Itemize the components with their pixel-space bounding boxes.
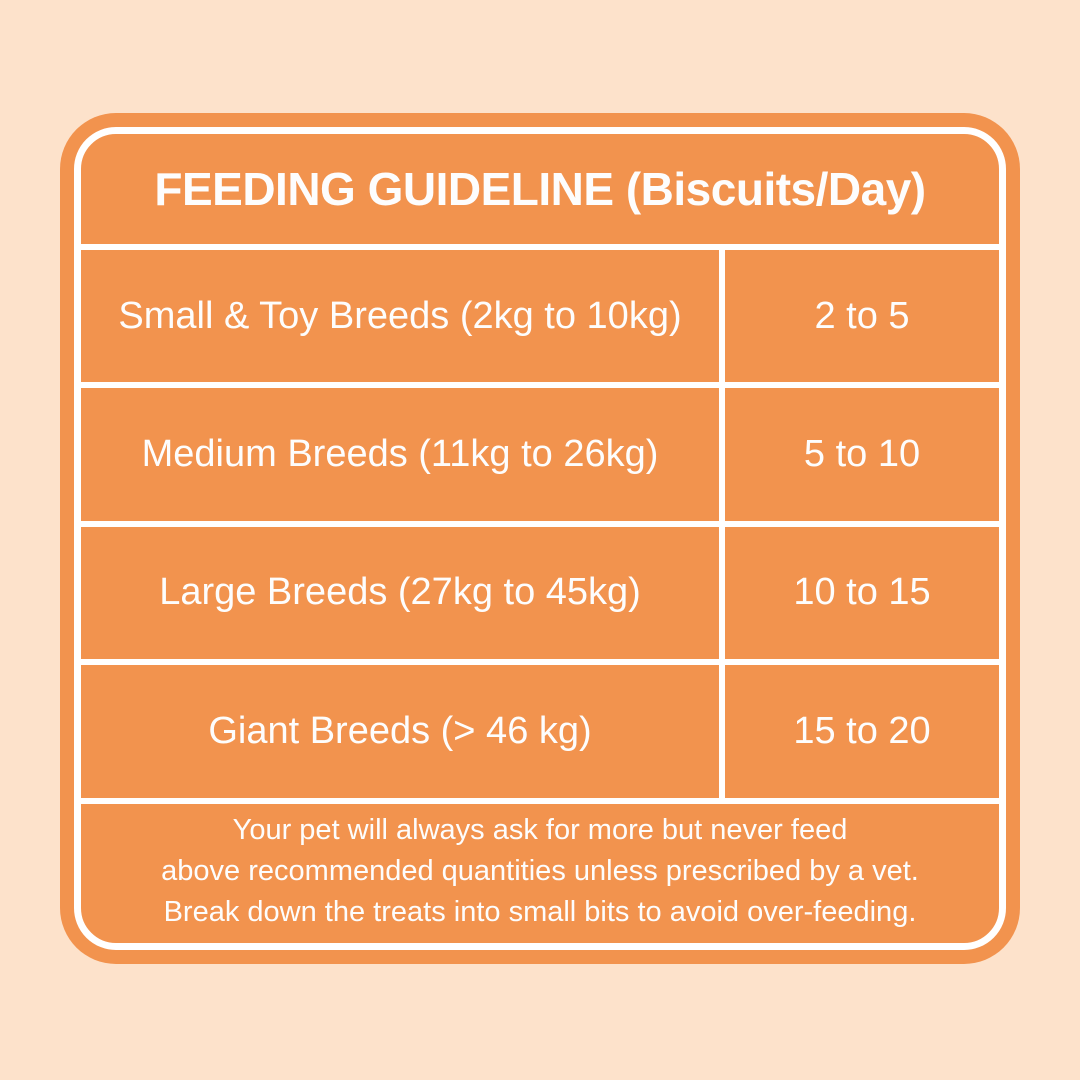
table-row xyxy=(81,665,999,803)
note-line: Break down the treats into small bits to avoid over-feeding. xyxy=(163,895,917,928)
note-row xyxy=(81,804,999,944)
breed-label: Large Breeds (27kg to 45kg) xyxy=(159,571,641,614)
feeding-guideline-card xyxy=(60,113,1020,964)
breed-label: Medium Breeds (11kg to 26kg) xyxy=(141,433,659,476)
table-row xyxy=(81,388,999,526)
biscuits-value: 2 to 5 xyxy=(719,250,999,382)
breed-label: Small & Toy Breeds (2kg to 10kg) xyxy=(118,294,682,337)
biscuits-value: 5 to 10 xyxy=(719,388,999,520)
table-row xyxy=(81,527,999,665)
note-line: above recommended quantities unless prescribed by a vet. xyxy=(161,854,919,887)
note-line: Your pet will always ask for more but never feed xyxy=(232,813,848,846)
biscuits-value: 15 to 20 xyxy=(719,665,999,797)
breed-label: Giant Breeds (> 46 kg) xyxy=(208,709,592,752)
table-frame xyxy=(74,127,1006,950)
page-title: FEEDING GUIDELINE (Biscuits/Day) xyxy=(154,163,926,215)
biscuits-value: 10 to 15 xyxy=(719,527,999,659)
table-row xyxy=(81,250,999,388)
title-row xyxy=(81,134,999,250)
